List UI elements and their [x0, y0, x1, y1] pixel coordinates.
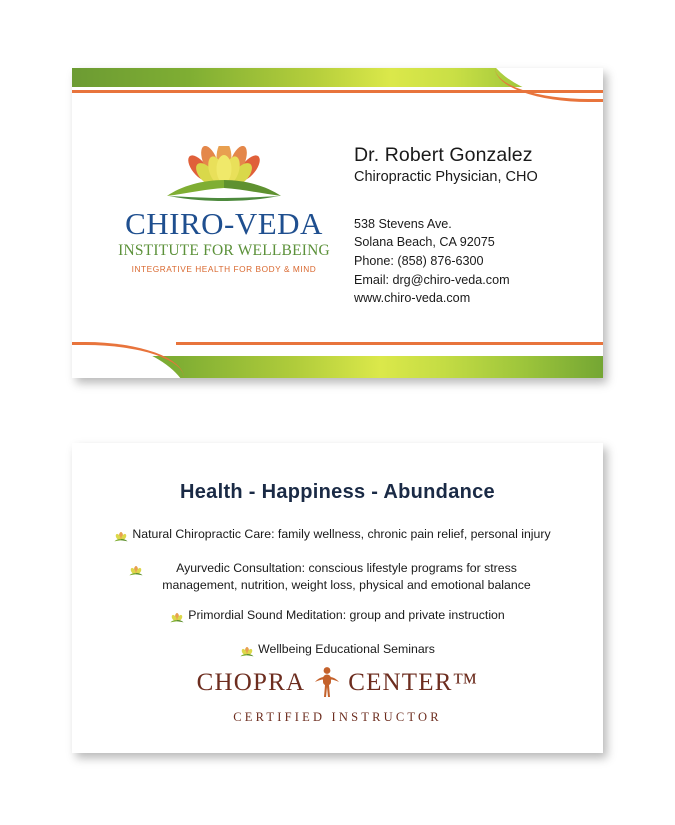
contact-details: [354, 144, 594, 308]
services-list: [72, 526, 603, 662]
back-card-title: Health - Happiness - Abundance: [180, 481, 495, 503]
service-text: Ayurvedic Consultation: conscious lifestyle programs for stress management, nutrition, weight loss, physical and emotional balance: [162, 561, 531, 592]
trademark-symbol: ™: [452, 668, 479, 696]
business-card-front: [72, 68, 603, 378]
list-item: [72, 560, 603, 594]
logo-tagline: INTEGRATIVE HEALTH FOR BODY & MIND: [131, 263, 317, 274]
chiro-veda-logo: [100, 146, 348, 274]
service-text: Wellbeing Educational Seminars: [258, 641, 435, 656]
chopra-word-1: CHOPRA: [196, 668, 306, 696]
email-address: Email: drg@chiro-veda.com: [354, 272, 510, 287]
doctor-name: Dr. Robert Gonzalez: [354, 144, 533, 166]
lotus-bullet-icon: [129, 563, 143, 581]
service-text: Natural Chiropractic Care: family wellness, chronic pain relief, personal injury: [132, 527, 551, 541]
doctor-title: Chiropractic Physician, CHO: [354, 169, 538, 186]
top-orange-curve: [495, 68, 603, 102]
top-decorative-band: [72, 68, 603, 102]
bottom-decorative-band: [72, 338, 603, 378]
phone-number: Phone: (858) 876-6300: [354, 254, 484, 269]
logo-name: CHIRO-VEDA: [125, 206, 323, 241]
chopra-subtitle: CERTIFIED INSTRUCTOR: [233, 710, 442, 724]
lotus-bullet-icon: [170, 610, 184, 628]
website-url: www.chiro-veda.com: [354, 291, 471, 306]
list-item: [72, 641, 603, 662]
address-line-1: 538 Stevens Ave.: [354, 216, 452, 231]
bottom-orange-curve: [72, 342, 184, 378]
chopra-center-logo: [72, 665, 603, 725]
service-text: Primordial Sound Meditation: group and private instruction: [188, 607, 505, 622]
bottom-orange-line: [176, 342, 603, 345]
business-card-back: [72, 443, 603, 753]
address-line-2: Solana Beach, CA 92075: [354, 235, 495, 250]
lotus-bullet-icon: [114, 529, 128, 547]
list-item: [72, 607, 603, 628]
chopra-word-2: CENTER: [348, 668, 453, 696]
chopra-figure-icon: [310, 665, 344, 706]
lotus-bullet-icon: [240, 644, 254, 662]
address-block: [354, 215, 594, 308]
list-item: [72, 526, 603, 547]
logo-subtitle: INSTITUTE FOR WELLBEING: [118, 242, 330, 259]
lotus-flower-icon: [100, 146, 348, 202]
